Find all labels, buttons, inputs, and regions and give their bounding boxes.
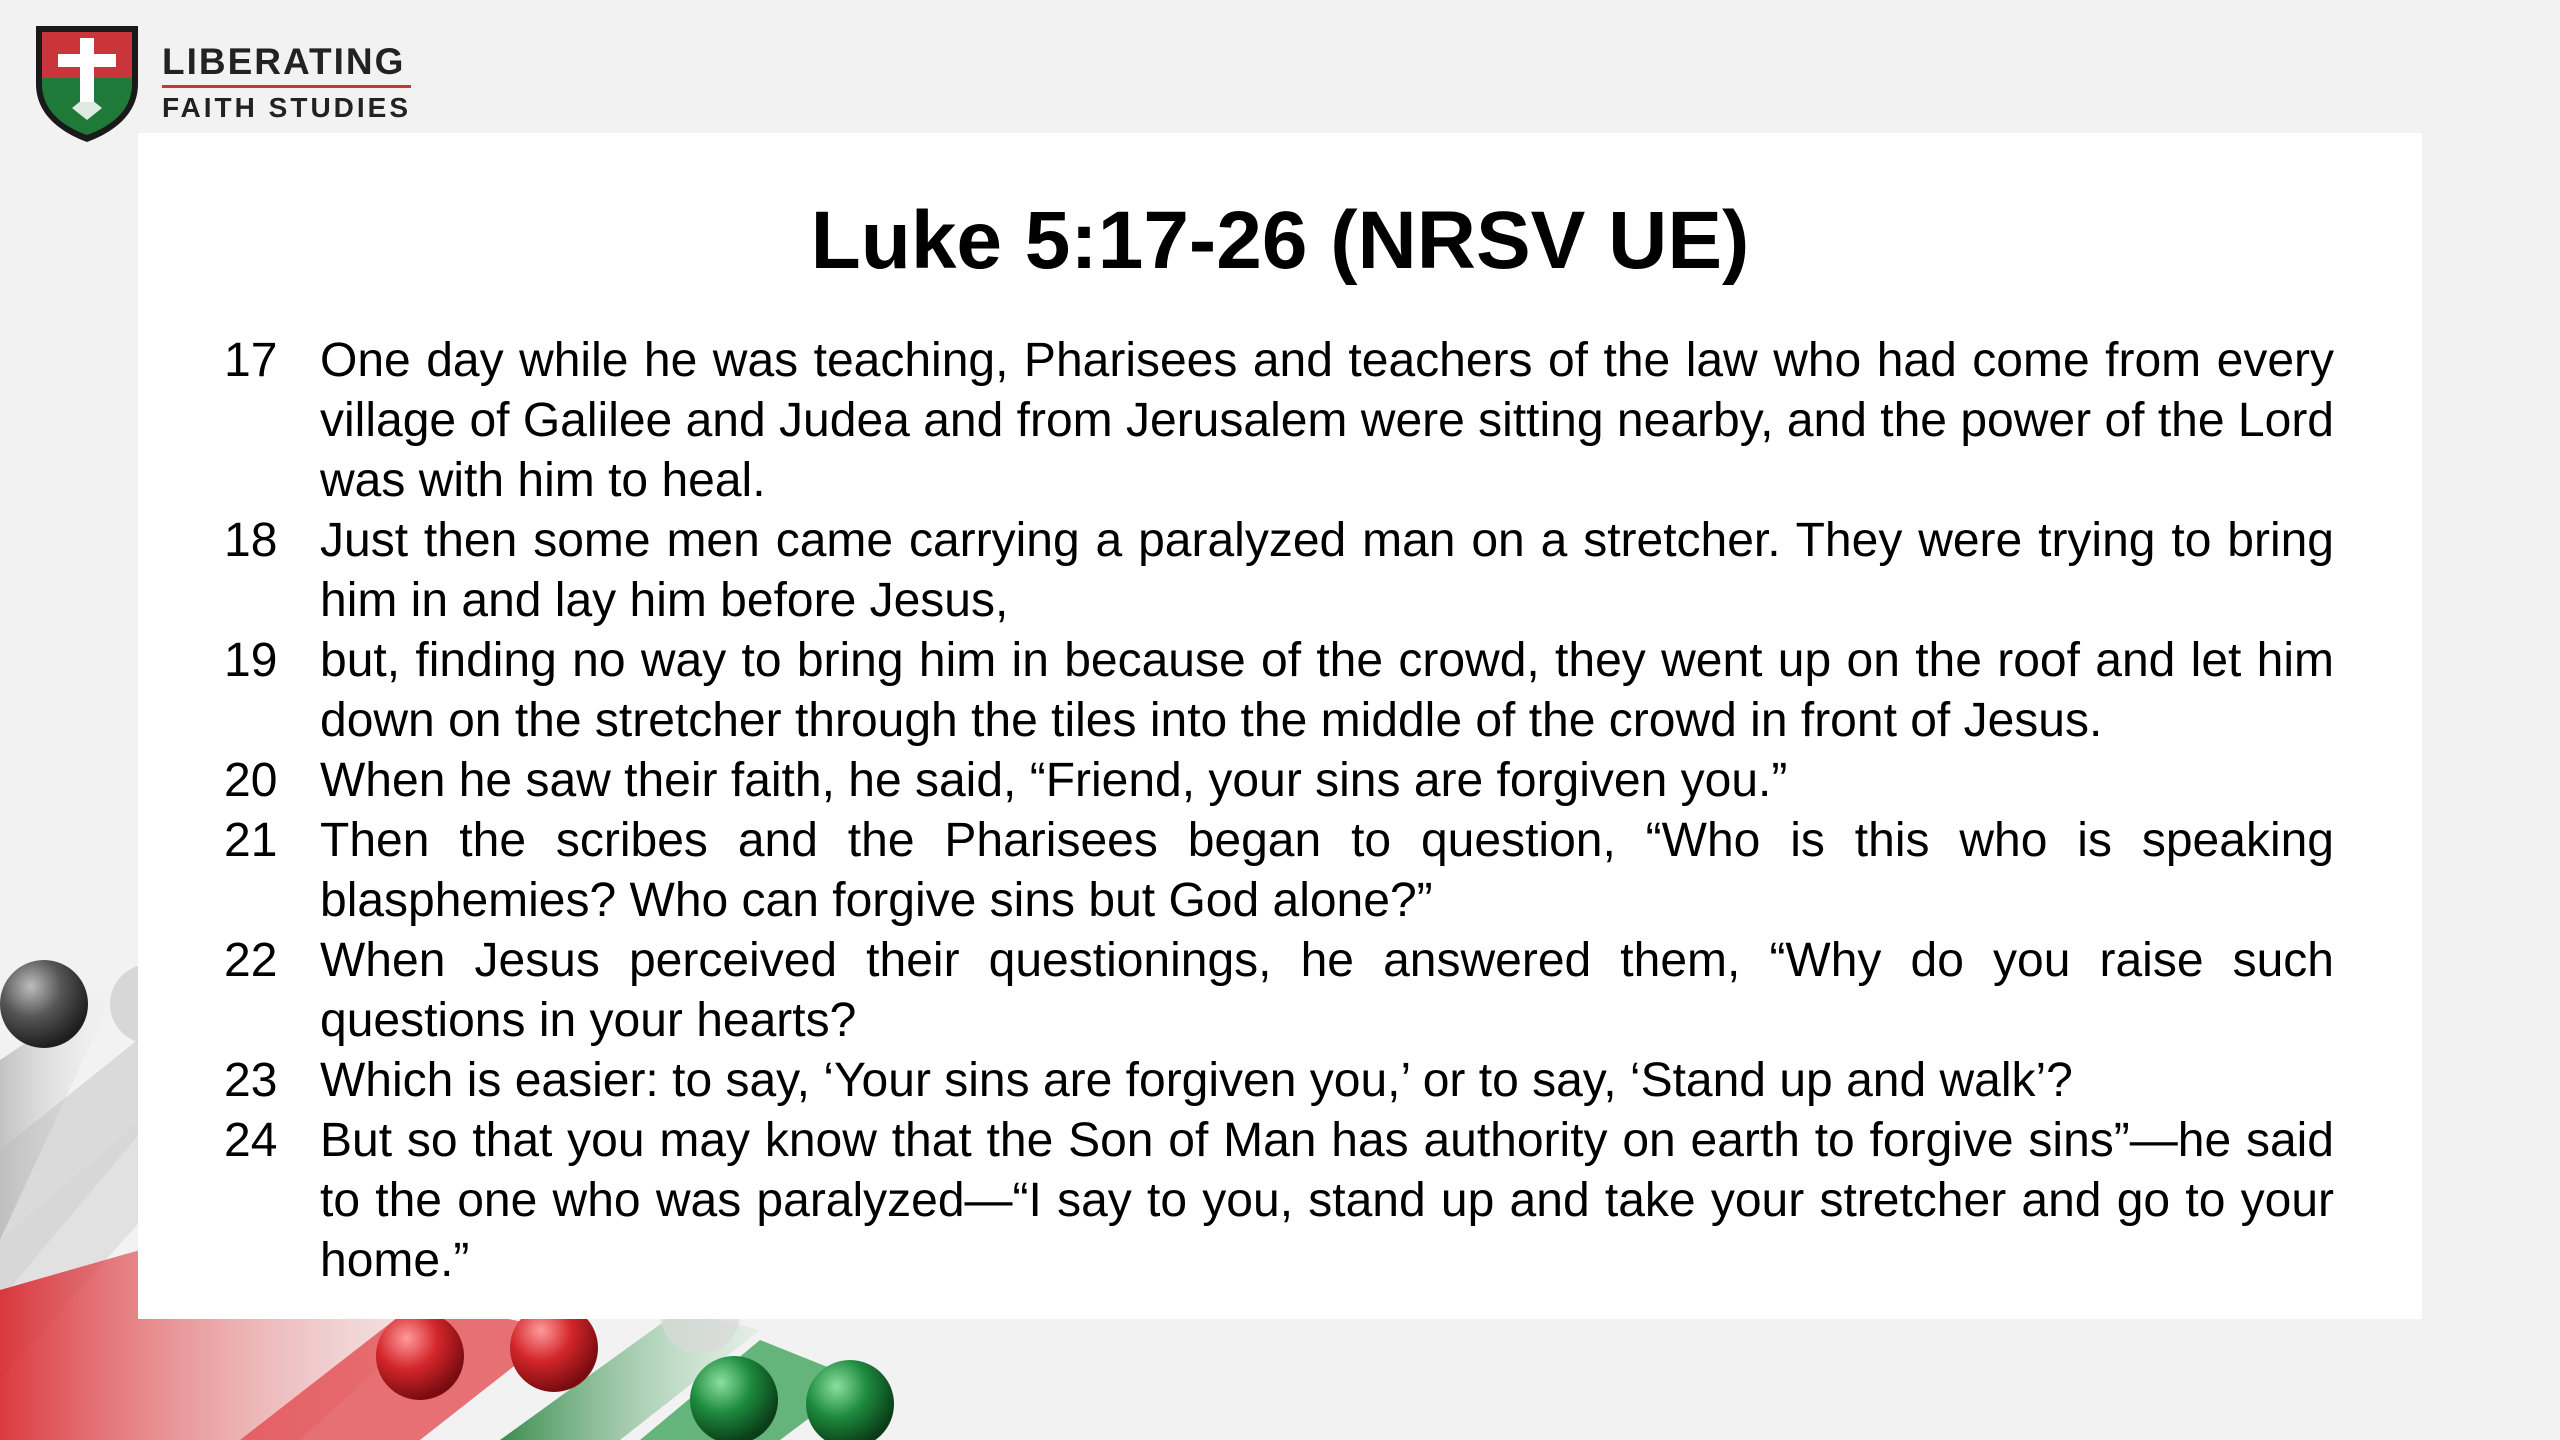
verse-item <box>224 811 2334 931</box>
verse-item <box>224 631 2334 751</box>
shield-cross-icon <box>32 22 142 144</box>
verse-item <box>224 1051 2334 1111</box>
logo-subtitle: FAITH STUDIES <box>162 92 412 123</box>
verse-item <box>224 1111 2334 1291</box>
verse-number: 17 <box>224 334 278 387</box>
verse-item <box>224 931 2334 1051</box>
verse-number: 19 <box>224 634 278 687</box>
verse-text: But so that you may know that the Son of Man has authority on earth to forgive sins”—he said to the one who was paralyzed—“I say to you, stand up and take your stretcher and go to your home.” <box>320 1114 2334 1287</box>
verse-number: 24 <box>224 1114 278 1167</box>
verse-number: 23 <box>224 1054 278 1107</box>
verse-text: When Jesus perceived their questionings, he answered them, “Why do you raise such questions in your hearts? <box>320 934 2334 1047</box>
verse-text: Which is easier: to say, ‘Your sins are forgiven you,’ or to say, ‘Stand up and walk’? <box>320 1054 2073 1107</box>
logo <box>32 22 411 144</box>
verse-number: 18 <box>224 514 278 567</box>
verse-text: Then the scribes and the Pharisees began to question, “Who is this who is speaking blasphemies? Who can forgive sins but God alone?” <box>320 814 2334 927</box>
logo-text <box>162 41 411 125</box>
scripture-card <box>138 133 2422 1319</box>
verse-text: One day while he was teaching, Pharisees and teachers of the law who had come from every village of Galilee and Judea and from Jerusalem were sitting nearby, and the power of the Lord was with him to heal. <box>320 334 2334 507</box>
verse-item <box>224 331 2334 511</box>
verse-number: 22 <box>224 934 278 987</box>
verse-number: 21 <box>224 814 278 867</box>
verse-number: 20 <box>224 754 278 807</box>
verse-text: Just then some men came carrying a paralyzed man on a stretcher. They were trying to bring him in and lay him before Jesus, <box>320 514 2334 627</box>
verse-text: When he saw their faith, he said, “Friend, your sins are forgiven you.” <box>320 754 1788 807</box>
verse-list <box>224 331 2334 1291</box>
logo-title: LIBERATING <box>162 41 411 88</box>
verse-text: but, finding no way to bring him in because of the crowd, they went up on the roof and let him down on the stretcher through the tiles into the middle of the crowd in front of Jesus. <box>320 634 2334 747</box>
verse-item <box>224 511 2334 631</box>
verse-item <box>224 751 2334 811</box>
page-title: Luke 5:17-26 (NRSV UE) <box>810 195 1750 286</box>
